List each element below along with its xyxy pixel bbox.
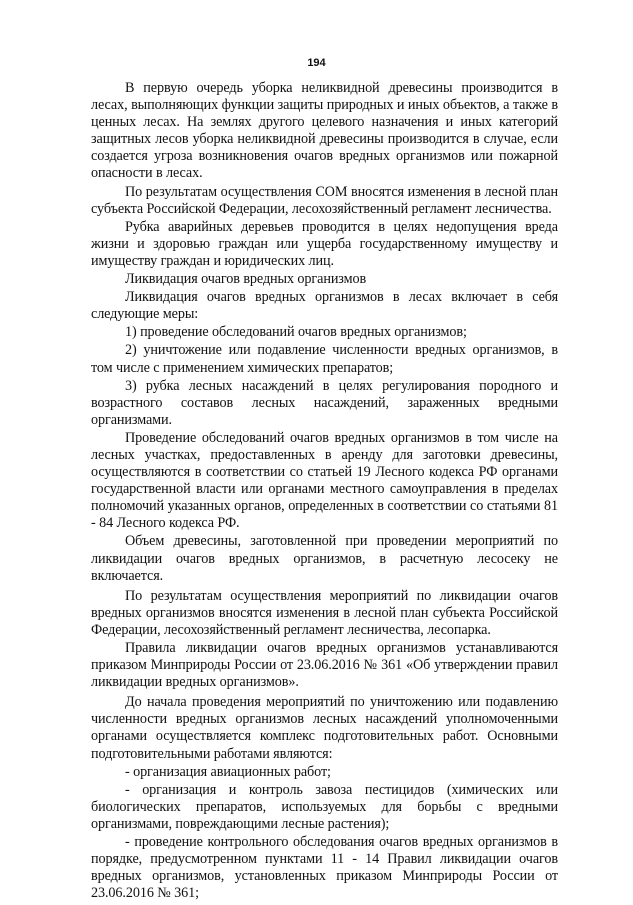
- paragraph-11: По результатам осуществления мероприятий по ликвидации очагов вредных организмов вносятся изменения в лесной план субъекта Российской Федерации, лесохозяйственный регламент лесничества, лесопарка.: [91, 587, 558, 638]
- paragraph-10: Объем древесины, заготовленной при проведении мероприятий по ликвидации очагов вредных организмов, в расчетную лесосеку не включается.: [91, 533, 558, 584]
- paragraph-9: Проведение обследований очагов вредных организмов в том числе на лесных участках, предоставленных в аренду для заготовки древесины, осуществляются в соответствии со статьей 19 Лесного кодекса РФ органами государственной власти или органами местного самоуправления в пределах полномочий указанных органов, определенных в соответствии со статьями 81 - 84 Лесного кодекса РФ.: [91, 429, 558, 532]
- paragraph-5: Ликвидация очагов вредных организмов в лесах включает в себя следующие меры:: [91, 289, 558, 323]
- document-body: [91, 80, 558, 902]
- bullet-item-2: - организация и контроль завоза пестицидов (химических или биологических препаратов, используемых для борьбы с вредными организмами, повреждающими лесные растения);: [91, 781, 558, 832]
- page-number: 194: [307, 57, 326, 69]
- paragraph-1: В первую очередь уборка неликвидной древесины производится в лесах, выполняющих функции защиты природных и иных объектов, а также в ценных лесах. На землях другого целевого назначения и иных категорий защитных лесов уборка неликвидной древесины производится в случае, если создается угроза возникновения очагов вредных организмов или пожарной опасности в лесах.: [91, 80, 558, 182]
- paragraph-2: По результатам осуществления СОМ вносятся изменения в лесной план субъекта Российской Федерации, лесохозяйственный регламент лесничества.: [91, 183, 558, 217]
- list-item-2: 2) уничтожение или подавление численности вредных организмов, в том числе с применением химических препаратов;: [91, 342, 558, 376]
- paragraph-13: До начала проведения мероприятий по уничтожению или подавлению численности вредных организмов лесных насаждений уполномоченными органами осуществляется комплекс подготовительных работ. Основными подготовительными работами являются:: [91, 694, 558, 762]
- paragraph-12: Правила ликвидации очагов вредных организмов устанавливаются приказом Минприроды России от 23.06.2016 № 361 «Об утверждении правил ликвидации вредных организмов».: [91, 640, 558, 691]
- list-item-1: 1) проведение обследований очагов вредных организмов;: [125, 324, 467, 341]
- list-item-3: 3) рубка лесных насаждений в целях регулирования породного и возрастного составов лесных насаждений, зараженных вредными организмами.: [91, 377, 558, 428]
- bullet-item-1: - организация авиационных работ;: [125, 763, 331, 780]
- paragraph-3: Рубка аварийных деревьев проводится в целях недопущения вреда жизни и здоровью граждан или ущерба государственному имуществу и имуществу граждан и юридических лиц.: [91, 218, 558, 269]
- bullet-item-3: - проведение контрольного обследования очагов вредных организмов в порядке, предусмотренном пунктами 11 - 14 Правил ликвидации очагов вредных организмов, установленных приказом Минприроды России от 23.06.2016 № 361;: [91, 834, 558, 902]
- section-heading: Ликвидация очагов вредных организмов: [125, 271, 367, 288]
